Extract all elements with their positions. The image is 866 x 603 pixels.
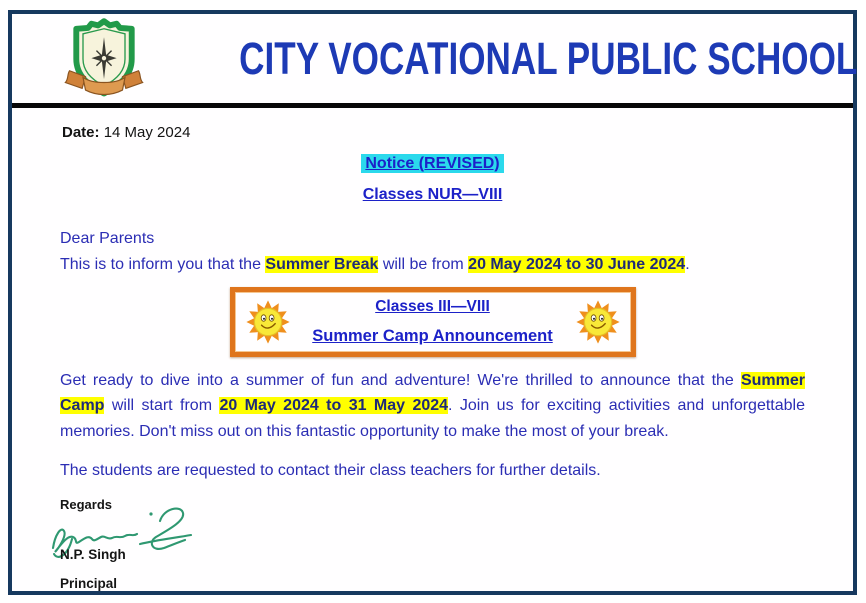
school-crest-icon: [56, 17, 152, 101]
notice-classes: Classes NUR—VIII: [362, 185, 503, 203]
camp-text-pre: Get ready to dive into a summer of fun and adventure! We're thrilled to announce that the: [60, 371, 741, 389]
camp-title-line: [292, 319, 574, 349]
camp-classes-line: [292, 295, 574, 319]
school-name-title: [152, 33, 866, 85]
intro-paragraph: [60, 253, 805, 277]
intro-text-post: .: [685, 255, 690, 273]
request-line: The students are requested to contact their class teachers for further details.: [60, 462, 601, 480]
notice-title: Notice (REVISED): [361, 154, 503, 173]
intro-text-mid: will be from: [378, 255, 469, 273]
camp-paragraph: [60, 368, 805, 445]
summer-break-highlight: Summer Break: [265, 255, 379, 273]
school-crest-icon: [56, 17, 152, 101]
notice-body: [12, 108, 853, 594]
letterhead: [12, 14, 858, 103]
camp-text-mid: will start from: [104, 397, 220, 415]
notice-classes-line: [60, 183, 805, 207]
intro-text-pre: This is to inform you that the: [60, 255, 266, 273]
camp-classes: Classes III—VIII: [375, 297, 490, 315]
page-title: CITY VOCATIONAL PUBLIC SCHOOL: [239, 32, 858, 84]
summer-camp-announcement-box: [230, 287, 636, 357]
sun-icon: [574, 298, 622, 346]
date-label: Date:: [62, 124, 100, 141]
salutation: Dear Parents: [60, 229, 155, 247]
camp-box-titles: [292, 295, 574, 349]
notice-sheet: [8, 10, 857, 595]
signatory-title: Principal: [60, 576, 118, 592]
camp-text-post: . Join us for exciting activities and unforgettable memories. Don't miss out on this fantastic opportunity to make the most of your break.: [60, 397, 805, 440]
notice-title-line: [60, 152, 805, 176]
sun-icon: [244, 298, 292, 346]
camp-dates-highlight: 20 May 2024 to 31 May 2024: [219, 397, 449, 415]
signatory-name: N.P. Singh: [60, 546, 126, 562]
summer-camp-highlight: Summer Camp: [60, 371, 805, 415]
break-dates-highlight: 20 May 2024 to 30 June 2024: [468, 255, 686, 273]
regards-label: Regards: [60, 497, 113, 513]
date-row: [62, 122, 805, 145]
camp-title: Summer Camp Announcement: [312, 326, 553, 345]
date-value: 14 May 2024: [103, 124, 191, 141]
closing-block: [60, 495, 805, 594]
